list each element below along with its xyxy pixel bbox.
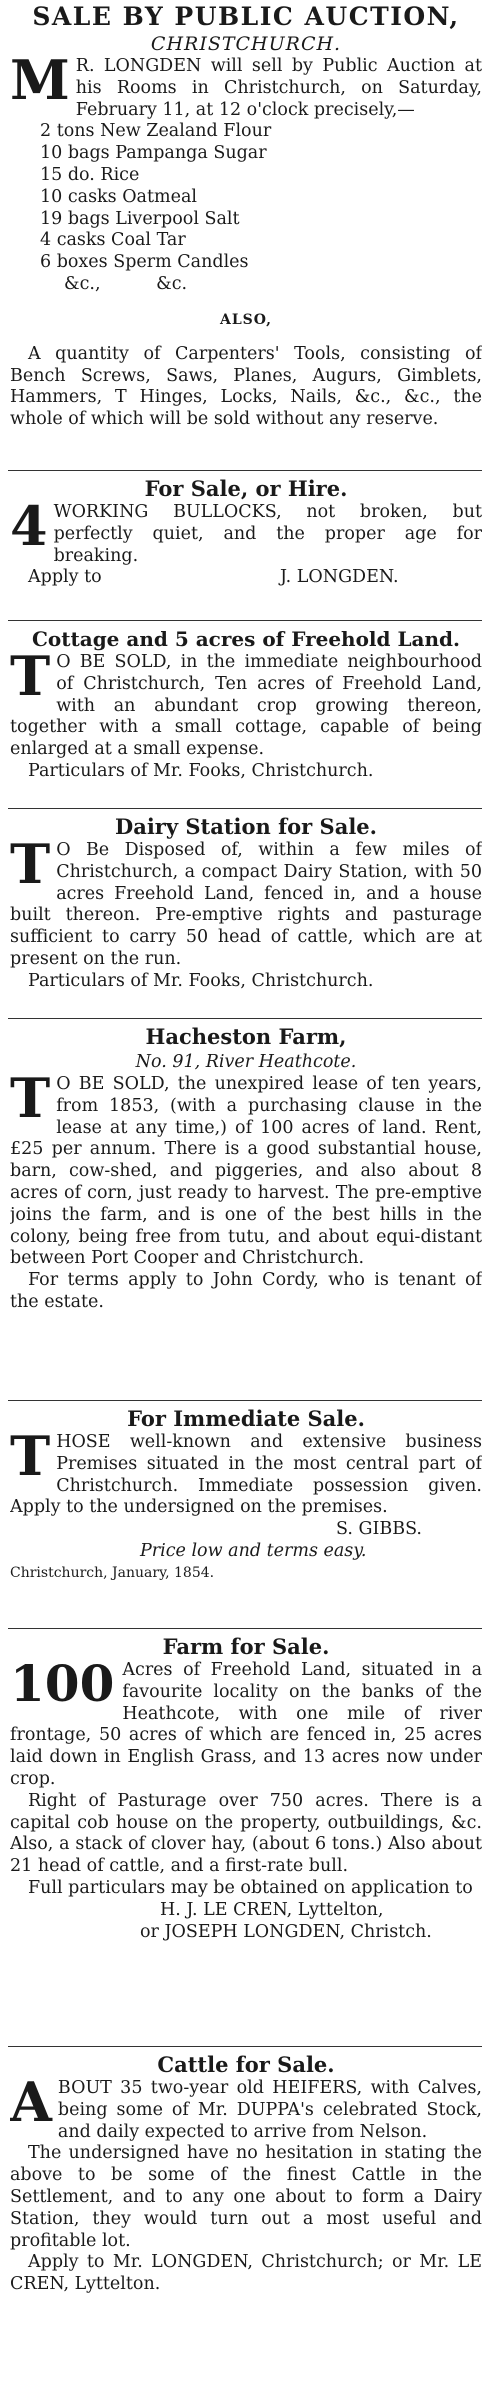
dairy-body: O Be Disposed of, within a few miles of Christchurch, a compact Dairy Station, with 50 acres Freehold Land, fenced in, and a house built thereon. Pre-emptive rights and pasturage sufficient to carry 50 head of cattle, which are at present on the run.	[10, 840, 482, 969]
divider	[8, 2046, 482, 2047]
immediate-sale-advertisement	[10, 1406, 482, 1583]
cattle-title: Cattle for Sale.	[157, 2052, 335, 2077]
cottage-title: Cottage and 5 acres of Freehold Land.	[32, 627, 460, 651]
hacheston-body: O BE SOLD, the unexpired lease of ten years, from 1853, (with a purchasing clause in the lease at any time,) of 100 acres of land. Rent, £25 per annum. There is a good substantial house, barn, cow-shed, and piggeries, and also about 8 acres of corn, just ready to harvest. The pre-emptive joins the farm, and is one of the best hills in the colony, being free from tutu, and about equi-distant between Port Cooper and Christchurch.	[10, 1074, 482, 1269]
farm-pasturage: Right of Pasturage over 750 acres. There is a capital cob house on the property, outbuildings, &c. Also, a stack of clover hay, (about 6 tons.) Also about 21 head of cattle, and a first-rate bull.	[10, 1790, 482, 1877]
hacheston-dropcap: T	[10, 1066, 51, 1130]
bullocks-title: For Sale, or Hire.	[144, 476, 348, 501]
cottage-dropcap: T	[10, 644, 51, 708]
divider	[8, 1018, 482, 1019]
dairy-dropcap: T	[10, 832, 51, 896]
auction-title: SALE BY PUBLIC AUCTION,	[32, 2, 460, 31]
auction-subtitle: CHRISTCHURCH.	[150, 33, 342, 55]
dairy-particulars: Particulars of Mr. Fooks, Christchurch.	[28, 970, 374, 991]
cattle-dropcap: A	[10, 2070, 52, 2134]
cattle-body: BOUT 35 two-year old HEIFERS, with Calves, being some of Mr. DUPPA's celebrated Stock, and daily expected to arrive from Nelson.	[57, 2078, 482, 2142]
farm-title: Farm for Sale.	[162, 1634, 330, 1659]
bullocks-advertisement	[10, 476, 482, 589]
auction-item-list	[10, 121, 482, 295]
cattle-undersigned: The undersigned have no hesitation in stating the above to be some of the finest Cattle in the Settlement, and to any one about to form a Dairy Station, they would turn out a most useful and profitable lot.	[10, 2143, 482, 2251]
list-item: 6 boxes Sperm Candles	[40, 252, 249, 273]
auction-advertisement	[10, 2, 482, 431]
bullocks-apply: Apply to	[28, 567, 102, 588]
cottage-advertisement	[10, 626, 482, 783]
list-item: 4 casks Coal Tar	[40, 230, 186, 251]
immediate-sale-title: For Immediate Sale.	[127, 1406, 365, 1431]
immediate-sale-signer: S. GIBBS.	[335, 1519, 422, 1540]
hacheston-terms: For terms apply to John Cordy, who is tenant of the estate.	[10, 1270, 482, 1312]
list-item: 10 casks Oatmeal	[40, 186, 197, 207]
dairy-advertisement	[10, 814, 482, 993]
hacheston-advertisement	[10, 1024, 482, 1314]
cottage-particulars: Particulars of Mr. Fooks, Christchurch.	[28, 760, 374, 781]
farm-full-particulars: Full particulars may be obtained on application to	[28, 1877, 473, 1898]
hacheston-title: Hacheston Farm,	[145, 1024, 347, 1049]
list-item: &c., &c.	[64, 273, 188, 294]
cattle-advertisement	[10, 2052, 482, 2296]
dairy-title: Dairy Station for Sale.	[115, 814, 377, 839]
auction-intro: R. LONGDEN will sell by Public Auction at his Rooms in Christchurch, on Saturday, February 11, at 12 o'clock precisely,—	[75, 56, 482, 120]
list-item: 10 bags Pampanga Sugar	[40, 143, 267, 164]
divider	[8, 620, 482, 621]
divider	[8, 470, 482, 471]
list-item: 15 do. Rice	[40, 164, 140, 185]
divider	[8, 1400, 482, 1401]
immediate-sale-dropcap: T	[10, 1424, 51, 1488]
list-item: 19 bags Liverpool Salt	[40, 208, 240, 229]
immediate-sale-price: Price low and terms easy.	[140, 1540, 367, 1561]
farm-signer-1: H. J. LE CREN, Lyttelton,	[160, 1899, 384, 1920]
farm-signer-2: or JOSEPH LONGDEN, Christch.	[140, 1921, 432, 1942]
farm-advertisement	[10, 1634, 482, 1943]
cattle-apply: Apply to Mr. LONGDEN, Christchurch; or Mr. LE CREN, Lyttelton.	[10, 2252, 482, 2295]
divider	[8, 1628, 482, 1629]
bullocks-body: WORKING BULLOCKS, not broken, but perfectly quiet, and the proper age for breaking.	[53, 502, 482, 566]
bullocks-dropcap: 4	[10, 494, 48, 558]
bullocks-signer: J. LONGDEN.	[280, 567, 399, 588]
auction-dropcap: M	[10, 48, 70, 112]
farm-body: Acres of Freehold Land, situated in a favourite locality on the banks of the Heathcote, with one mile of river frontage, 50 acres of which are fenced in, 25 acres laid down in English Grass, and 13 acres now under crop.	[10, 1660, 482, 1789]
hacheston-subtitle: No. 91, River Heathcote.	[135, 1052, 357, 1072]
immediate-sale-body: HOSE well-known and extensive business Premises situated in the most central part of Christchurch. Immediate possession given. Apply to the undersigned on the premises.	[10, 1432, 482, 1518]
divider	[8, 808, 482, 809]
farm-dropcap: 100	[10, 1654, 115, 1713]
cottage-body: O BE SOLD, in the immediate neighbourhood of Christchurch, Ten acres of Freehold Land, with an abundant crop growing thereon, together with a small cottage, capable of being enlarged at a small expense.	[10, 652, 482, 760]
immediate-sale-dateline: Christchurch, January, 1854.	[10, 1564, 215, 1581]
auction-also: ALSO,	[219, 311, 273, 328]
list-item: 2 tons New Zealand Flour	[40, 121, 272, 142]
auction-tail: A quantity of Carpenters' Tools, consisting of Bench Screws, Saws, Planes, Augurs, Gimblets, Hammers, T Hinges, Locks, Nails, &c., &c., the whole of which will be sold without any reserve.	[10, 343, 482, 430]
